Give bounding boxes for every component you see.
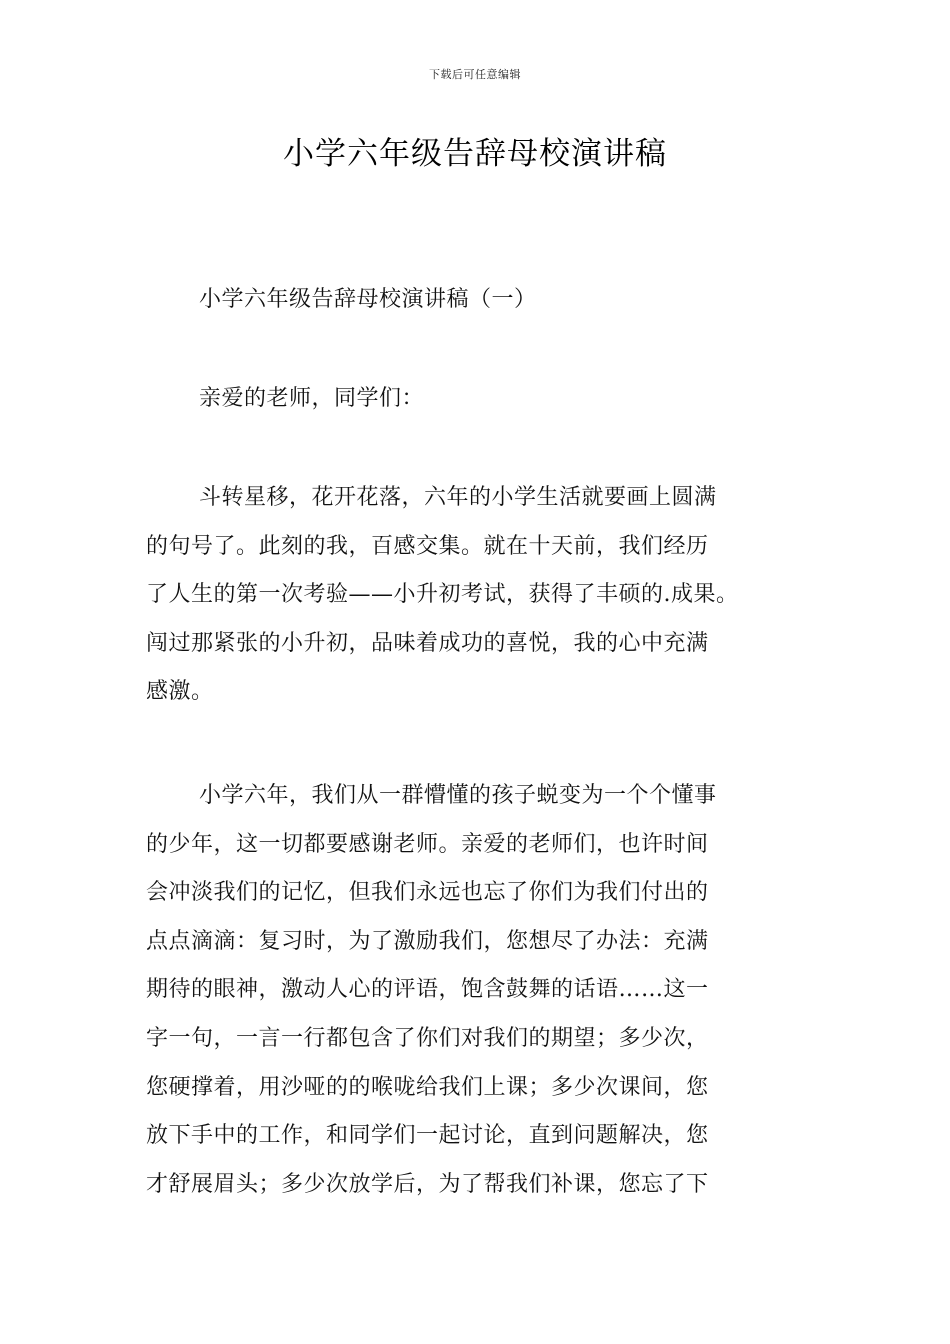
paragraph-line: 才舒展眉头；多少次放学后，为了帮我们补课，您忘了下 — [146, 1171, 709, 1197]
paragraph-line: 您硬撑着，用沙哑的的喉咙给我们上课；多少次课间，您 — [146, 1074, 709, 1100]
paragraph-line: 的少年，这一切都要感谢老师。亲爱的老师们，也许时间 — [146, 831, 709, 857]
paragraph-line: 闯过那紧张的小升初，品味着成功的喜悦，我的心中充满 — [146, 630, 709, 656]
subtitle-line: 小学六年级告辞母校演讲稿（一） — [199, 287, 537, 312]
paragraph-line: 期待的眼神，激动人心的评语，饱含鼓舞的话语……这一 — [146, 977, 709, 1003]
paragraph-line: 斗转星移，花开花落，六年的小学生活就要画上圆满 — [199, 485, 717, 510]
paragraph-2 — [146, 772, 822, 1209]
paragraph-1 — [146, 474, 822, 717]
paragraph-line: 的句号了。此刻的我，百感交集。就在十天前，我们经历 — [146, 533, 709, 559]
salutation — [146, 375, 822, 424]
paragraph-line: 小学六年，我们从一群懵懂的孩子蜕变为一个个懂事 — [199, 783, 717, 808]
paragraph-line: 字一句，一言一行都包含了你们对我们的期望；多少次， — [146, 1025, 709, 1051]
paragraph-line: 感激。 — [146, 679, 214, 705]
paragraph-line: 放下手中的工作，和同学们一起讨论，直到问题解决，您 — [146, 1123, 709, 1149]
salutation-line: 亲爱的老师，同学们： — [199, 386, 425, 411]
paragraph-line: 了人生的第一次考验——小升初考试，获得了丰硕的.成果。 — [146, 582, 739, 608]
page-title: 小学六年级告辞母校演讲稿 — [283, 136, 667, 172]
paragraph-line: 点点滴滴：复习时，为了激励我们，您想尽了办法：充满 — [146, 928, 709, 954]
header-note: 下载后可任意编辑 — [429, 68, 521, 81]
section-subtitle — [146, 276, 822, 325]
paragraph-line: 会冲淡我们的记忆，但我们永远也忘了你们为我们付出的 — [146, 880, 709, 906]
